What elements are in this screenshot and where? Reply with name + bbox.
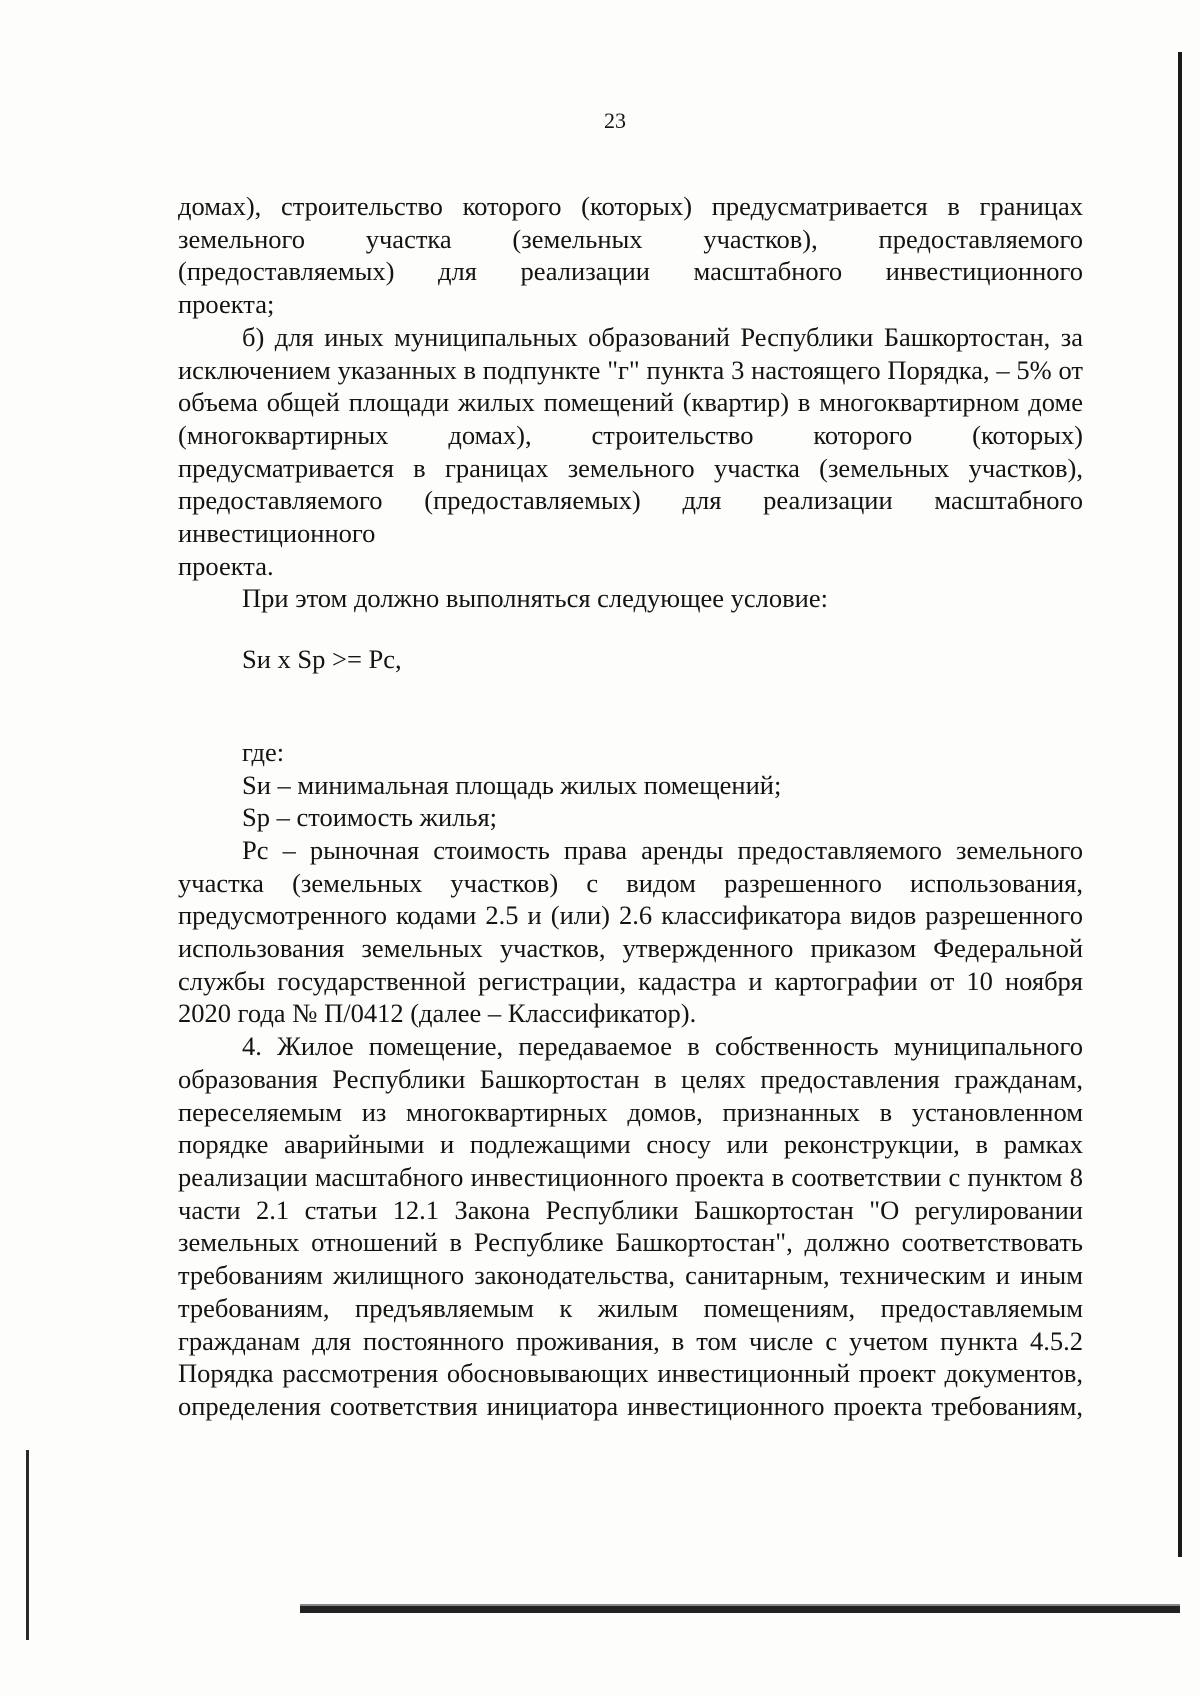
scan-edge-left [26, 1450, 29, 1640]
paragraph-subitem-b: б) для иных муниципальных образований Республики Башкортостан, за исключением указанных в подпункте "г" пункта 3 настоящего Порядка, – 5% от объема общей площади жилых помещений (квартир) в многоквартирном доме (многоквартирных домах), строительство которого (которых) предусматривается в границах земельного участка (земельных участков), предоставляемого (предоставляемых) для реализации масштабного инвестиционного [178, 321, 1083, 549]
page-number: 23 [604, 108, 626, 133]
definition-pc-end: 2020 года № П/0412 (далее – Классификатор). [178, 998, 697, 1029]
definition-sp: Sр – стоимость жилья; [242, 802, 497, 833]
paragraph-where: где: [242, 736, 285, 767]
paragraph-continuation: домах), строительство которого (которых) предусматривается в границах земельного участка (земельных участков), предоставляемого (предоставляемых) для реализации масштабного инвестиционного [178, 191, 1083, 287]
paragraph-subitem-b-end: проекта. [178, 550, 274, 581]
scan-edge-right [1178, 52, 1182, 1557]
document-body [178, 190, 1083, 1423]
scan-edge-bottom [300, 1604, 1180, 1613]
paragraph-item-4: 4. Жилое помещение, передаваемое в собственность муниципального образования Республики Башкортостан в целях предоставления гражданам, переселяемым из многоквартирных домов, признанных в установленном порядке аварийными и подлежащими сносу или реконструкции, в рамках реализации масштабного инвестиционного проекта в соответствии с пунктом 8 части 2.1 статьи 12.1 Закона Республики Башкортостан "О регулировании земельных отношений в Республике Башкортостан", должно соответствовать требованиям жилищного законодательства, санитарным, техническим и иным требованиям, предъявляемым к жилым помещениям, предоставляемым гражданам для постоянного проживания, в том числе с учетом пункта 4.5.2 Порядка рассмотрения обосновывающих инвестиционный проект документов, определения соответствия инициатора инвестиционного проекта требованиям, [178, 1031, 1083, 1421]
definition-pc: Рс – рыночная стоимость права аренды предоставляемого земельного участка (земельных участков) с видом разрешенного использования, предусмотренного кодами 2.5 и (или) 2.6 классификатора видов разрешенного использования земельных участков, утвержденного приказом Федеральной службы государственной регистрации, кадастра и картографии от 10 ноября [178, 834, 1083, 996]
paragraph-condition: При этом должно выполняться следующее условие: [242, 583, 828, 614]
definition-si: Sи – минимальная площадь жилых помещений; [242, 769, 782, 800]
paragraph-continuation-end: проекта; [178, 289, 275, 320]
formula: Sи x Sр >= Рс, [242, 644, 402, 675]
